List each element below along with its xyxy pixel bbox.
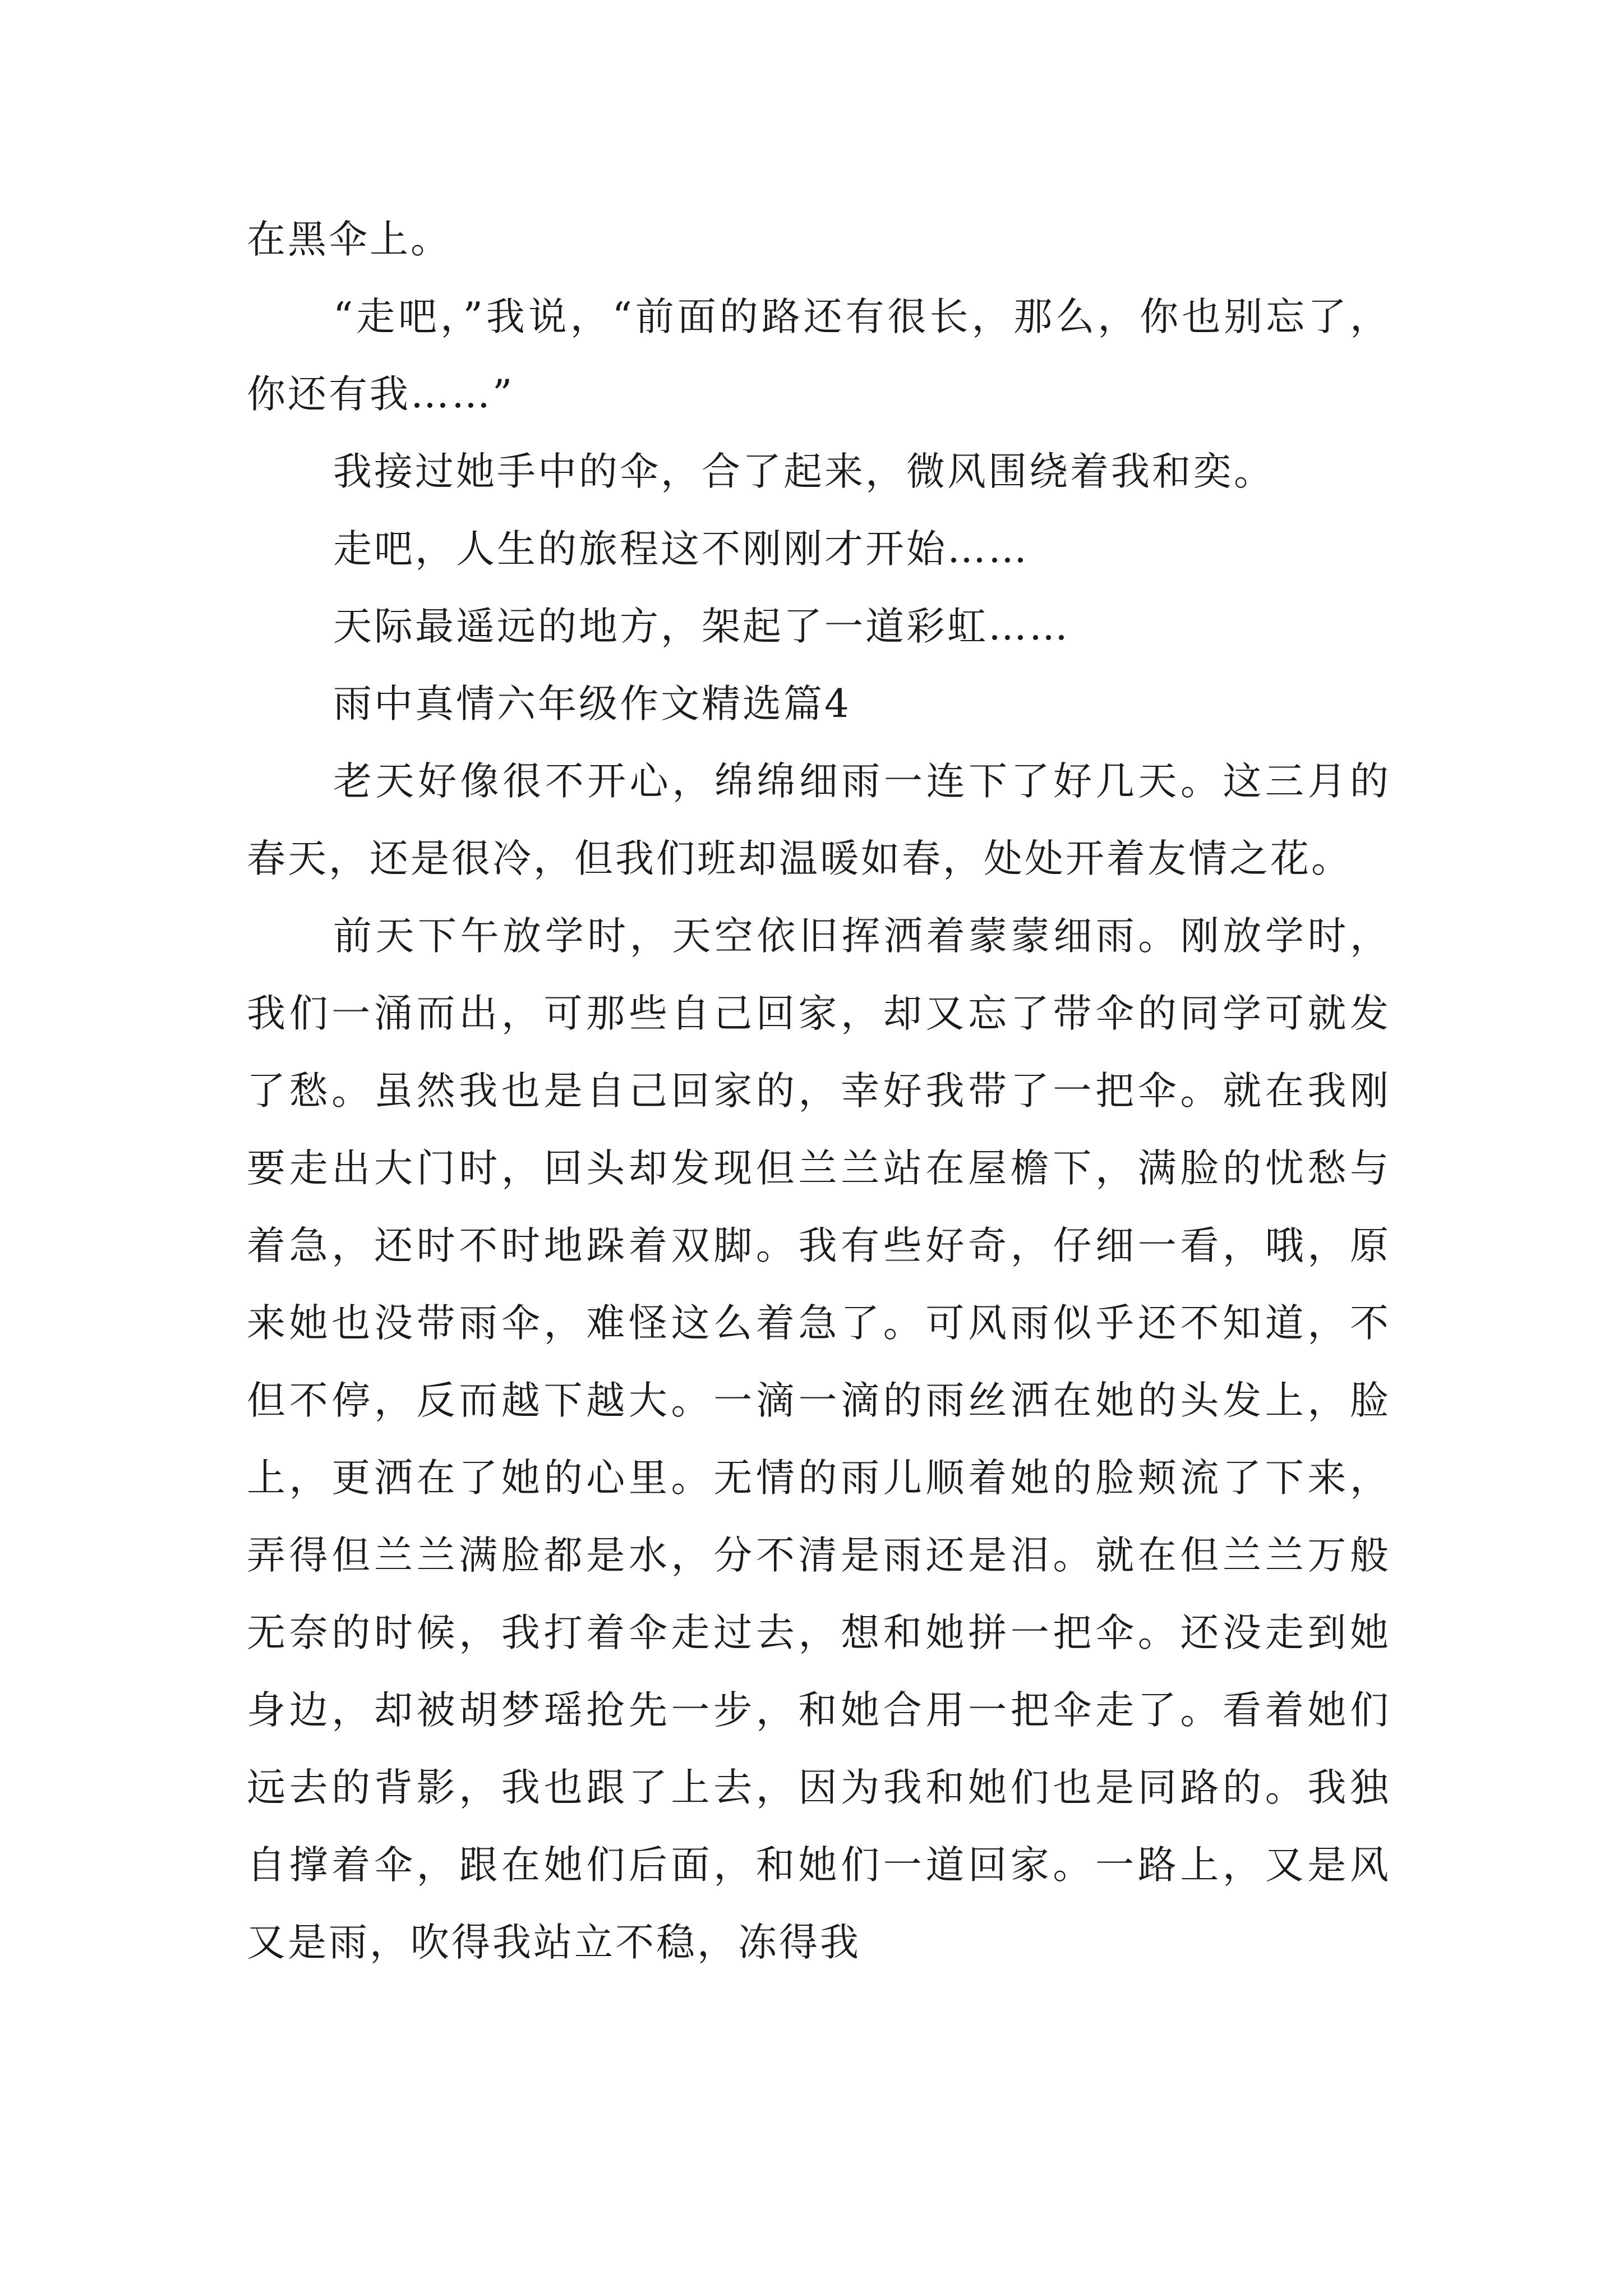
paragraph: 我接过她手中的伞，合了起来，微风围绕着我和奕。 [333,449,1275,494]
paragraph: “走吧，”我说，“前面的路还有很长，那么，你也别忘了，你还有我……” [247,295,1391,417]
paragraph: 在黑伞上。 [247,217,451,262]
paragraph: 老天好像很不开心，绵绵细雨一连下了好几天。这三月的春天，还是很冷，但我们班却温暖如春，处处开着友情之花。 [247,759,1391,881]
document-body [247,201,1391,1981]
section-heading: 雨中真情六年级作文精选篇4 [333,682,851,726]
paragraph: 前天下午放学时，天空依旧挥洒着蒙蒙细雨。刚放学时，我们一涌而出，可那些自己回家，却又忘了带伞的同学可就发了愁。虽然我也是自己回家的，幸好我带了一把伞。就在我刚要走出大门时，回头却发现但兰兰站在屋檐下，满脸的忧愁与着急，还时不时地跺着双脚。我有些好奇，仔细一看，哦，原来她也没带雨伞，难怪这么着急了。可风雨似乎还不知道，不但不停，反而越下越大。一滴一滴的雨丝洒在她的头发上，脸上，更洒在了她的心里。无情的雨儿顺着她的脸颊流了下来，弄得但兰兰满脸都是水，分不清是雨还是泪。就在但兰兰万般无奈的时候，我打着伞走过去，想和她拼一把伞。还没走到她身边，却被胡梦瑶抢先一步，和她合用一把伞走了。看着她们远去的背影，我也跟了上去，因为我和她们也是同路的。我独自撑着伞，跟在她们后面，和她们一道回家。一路上，又是风又是雨，吹得我站立不稳，冻得我 [247,914,1391,1965]
paragraph: 走吧，人生的旅程这不刚刚才开始…… [333,527,1029,572]
paragraph: 天际最遥远的地方，架起了一道彩虹…… [333,604,1070,649]
